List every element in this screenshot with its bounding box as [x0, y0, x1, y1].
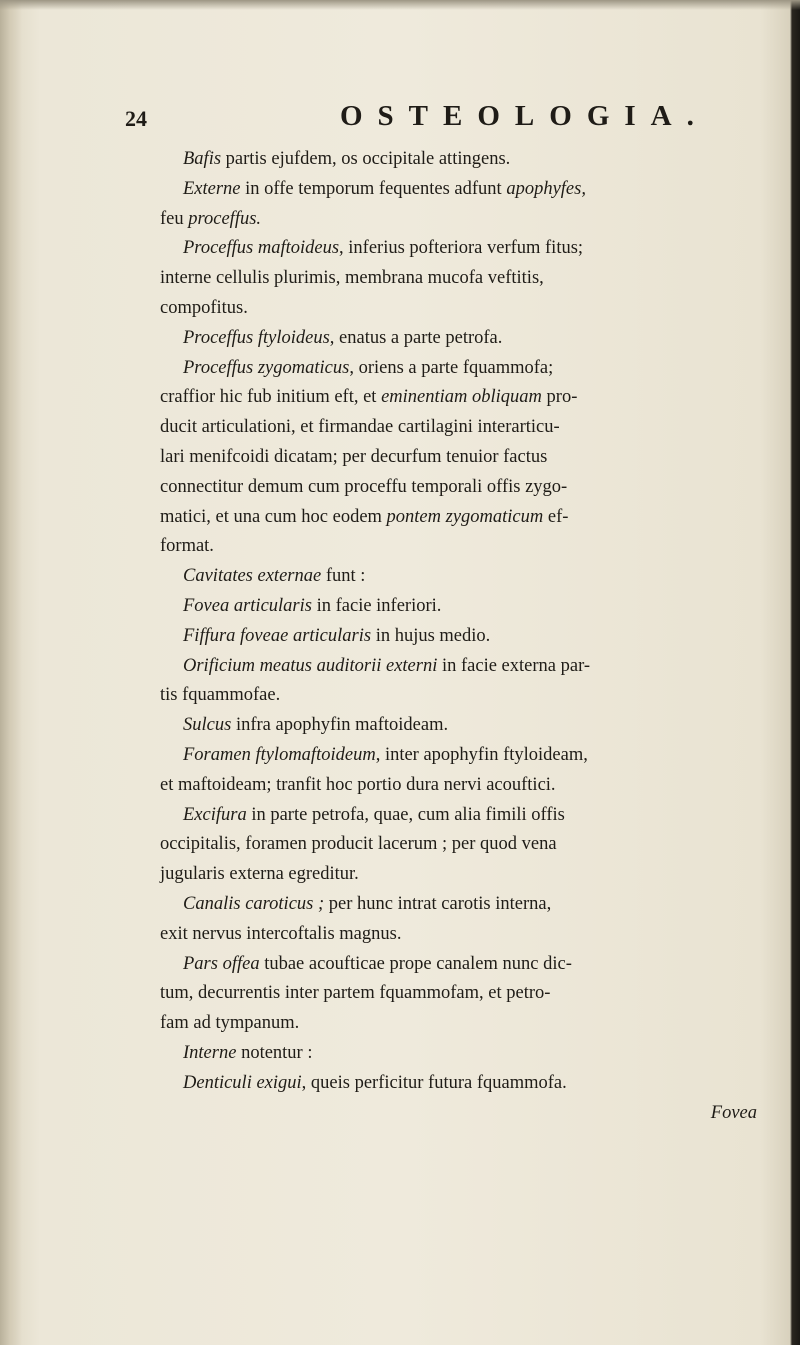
text-run: proceffus. — [188, 208, 262, 229]
text-line — [160, 532, 775, 562]
text-run: Orificium meatus auditorii externi — [183, 655, 438, 676]
text-line — [160, 771, 775, 801]
text-line — [160, 205, 775, 235]
text-run: jugularis externa egreditur. — [160, 864, 359, 885]
text-line — [160, 264, 775, 294]
text-run: , inter apophyfin ftyloideam, — [375, 744, 588, 765]
text-run: interne cellulis plurimis, membrana mucofa veftitis, — [160, 268, 544, 289]
text-run: Proceffus maftoideus — [183, 238, 340, 259]
text-run: pro- — [541, 387, 578, 408]
text-run: occipitalis, foramen producit lacerum ; per quod vena — [160, 834, 557, 855]
text-run: Sulcus — [183, 715, 232, 736]
text-run: tum, decurrentis inter partem fquammofam, et petro- — [160, 983, 551, 1004]
text-run: matici, et una cum hoc eodem — [160, 506, 387, 527]
text-run: craffior hic fub initium eft, et — [160, 387, 382, 408]
text-run: funt : — [321, 566, 366, 587]
text-run: , enatus a parte petrofa. — [329, 327, 503, 348]
text-run: feu — [160, 208, 189, 229]
catchword: Fovea — [710, 1102, 757, 1123]
text-line — [160, 950, 775, 980]
text-run: connectitur demum cum proceffu temporali offis zygo- — [160, 476, 568, 497]
text-run: Pars offea — [183, 953, 260, 974]
text-line — [160, 979, 775, 1009]
text-line — [160, 1039, 775, 1069]
text-line — [160, 175, 775, 205]
text-run: compofitus. — [160, 297, 248, 318]
text-run: pontem zygomaticum — [386, 506, 544, 527]
text-run: Foramen ftylomaftoideum — [183, 744, 376, 765]
text-run: , inferius pofteriora verfum fitus; — [339, 238, 584, 259]
text-run: Fiffura foveae articularis — [183, 625, 372, 646]
text-run: Denticuli exigui — [183, 1072, 302, 1093]
text-run: Bafis — [183, 149, 222, 169]
page-top-edge — [0, 0, 800, 10]
text-line — [160, 383, 775, 413]
text-line — [160, 830, 775, 860]
text-line — [160, 741, 775, 771]
text-line — [160, 652, 775, 682]
catchword-line — [160, 1099, 775, 1129]
text-line — [160, 145, 775, 175]
text-run: in facie externa par- — [437, 655, 591, 676]
text-line — [160, 1069, 775, 1099]
text-run: Proceffus zygomaticus — [183, 357, 350, 378]
running-head — [0, 100, 800, 136]
text-line — [160, 354, 775, 384]
text-run: in parte petrofa, quae, cum alia fimili offis — [246, 804, 565, 825]
text-line — [160, 920, 775, 950]
gutter-shadow — [0, 0, 22, 1345]
text-run: Canalis caroticus ; — [183, 893, 325, 914]
text-run: exit nervus intercoftalis magnus. — [160, 923, 402, 944]
text-run: Interne — [183, 1042, 237, 1063]
text-run: apophyfes, — [506, 178, 586, 199]
text-line — [160, 1009, 775, 1039]
text-run: et maftoideam; tranfit hoc portio dura nervi acouftici. — [160, 774, 556, 795]
text-line — [160, 681, 775, 711]
text-run: format. — [160, 536, 214, 557]
text-run: ducit articulationi, et firmandae cartilagini interarticu- — [160, 417, 560, 438]
text-run: in hujus medio. — [371, 625, 491, 646]
text-line — [160, 294, 775, 324]
text-run: , queis perficitur futura fquammofa. — [301, 1072, 567, 1093]
text-line — [160, 562, 775, 592]
text-run: eminentiam obliquam — [381, 387, 542, 408]
text-line — [160, 890, 775, 920]
text-run: partis ejufdem, os occipitale attingens. — [221, 149, 511, 169]
text-line — [160, 860, 775, 890]
text-line — [160, 592, 775, 622]
text-run: in facie inferiori. — [311, 595, 442, 616]
text-line — [160, 413, 775, 443]
body-text — [160, 145, 775, 1128]
text-line — [160, 622, 775, 652]
text-line — [160, 443, 775, 473]
text-run: tubae acoufticae prope canalem nunc dic- — [259, 953, 572, 974]
text-run: in offe temporum fequentes adfunt — [240, 178, 507, 199]
text-run: lari menifcoidi dicatam; per decurfum tenuior factus — [160, 446, 548, 467]
text-line — [160, 711, 775, 741]
text-run: fam ad tympanum. — [160, 1013, 300, 1034]
text-run: Cavitates externae — [183, 566, 322, 587]
text-line — [160, 234, 775, 264]
text-run: notentur : — [236, 1042, 313, 1063]
text-line — [160, 801, 775, 831]
text-run: ef- — [543, 506, 569, 527]
text-run: tis fquammofae. — [160, 685, 281, 706]
text-run: Proceffus ftyloideus — [183, 327, 330, 348]
text-run: Fovea articularis — [183, 595, 312, 616]
text-run: per hunc intrat carotis interna, — [324, 893, 552, 914]
text-run: Externe — [183, 178, 241, 199]
running-title: OSTEOLOGIA. — [340, 100, 709, 132]
text-run: infra apophyfin maftoideam. — [231, 715, 449, 736]
page-number: 24 — [125, 106, 147, 131]
text-run: Excifura — [183, 804, 247, 825]
text-line — [160, 473, 775, 503]
text-line — [160, 324, 775, 354]
text-line — [160, 503, 775, 533]
text-run: , oriens a parte fquammofa; — [349, 357, 554, 378]
